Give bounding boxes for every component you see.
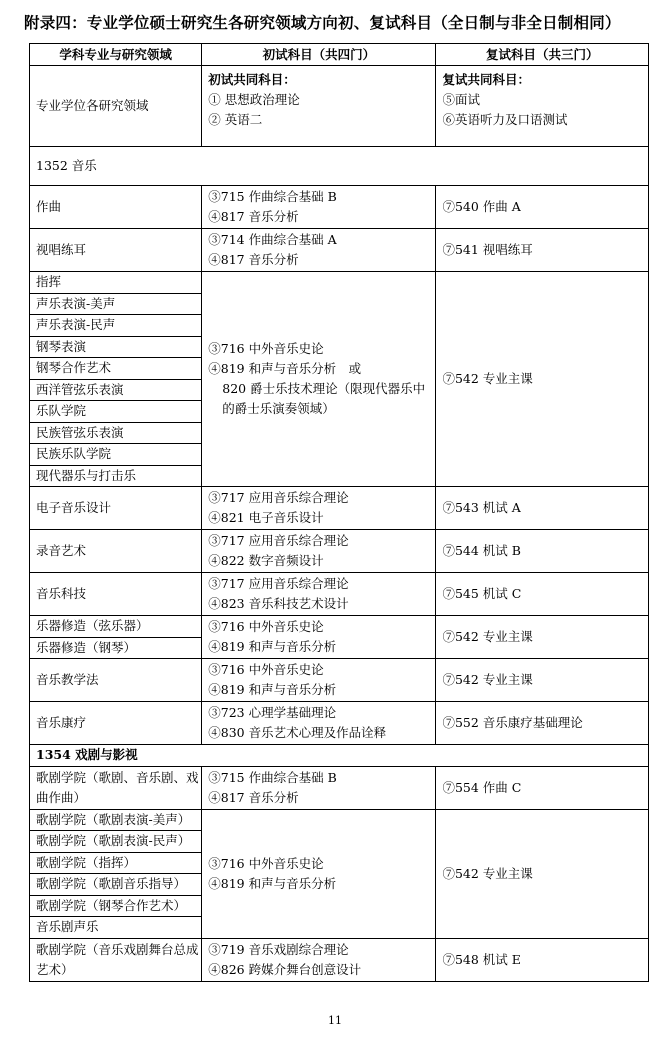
prelim-subject: ③716 中外音乐史论 [208, 662, 324, 677]
retest-cell: ⑦543 机试 A [436, 487, 649, 530]
table-row [30, 186, 649, 229]
field-cell: 乐器修造（钢琴） [30, 637, 202, 659]
field-cell: 歌剧学院（钢琴合作艺术） [30, 895, 202, 917]
table-row [30, 272, 649, 294]
prelim-common-1: ① 思想政治理论 [208, 92, 300, 107]
retest-cell: ⑦542 专业主课 [436, 659, 649, 702]
field-cell: 乐器修造（弦乐器） [30, 616, 202, 638]
table-row [30, 938, 649, 981]
prelim-subject: ③719 音乐戏剧综合理论 [208, 941, 349, 957]
prelim-subject: ③714 作曲综合基础 A [208, 232, 337, 247]
prelim-cell [202, 573, 436, 616]
field-cell: 指挥 [30, 272, 202, 294]
field-cell: 声乐表演-美声 [30, 293, 202, 315]
prelim-cell [202, 229, 436, 272]
prelim-common-title: 初试共同科目： [208, 72, 296, 87]
table-row-common [30, 66, 649, 147]
field-cell: 歌剧学院（音乐戏剧舞台总成艺术） [30, 938, 202, 981]
retest-cell: ⑦542 专业主课 [436, 809, 649, 938]
retest-cell: ⑦542 专业主课 [436, 616, 649, 659]
page-title: 附录四：专业学位硕士研究生各研究领域方向初、复试科目（全日制与非全日制相同） [24, 13, 621, 32]
retest-cell: ⑦542 专业主课 [436, 272, 649, 487]
prelim-common-2: ② 英语二 [208, 112, 263, 127]
field-cell: 歌剧学院（歌剧表演-民声） [30, 831, 202, 853]
table-row [30, 809, 649, 831]
field-cell: 民族管弦乐表演 [30, 422, 202, 444]
prelim-subject: ③716 中外音乐史论 [208, 341, 324, 356]
prelim-subject: ④817 音乐分析 [208, 789, 299, 805]
field-cell: 音乐剧声乐 [30, 917, 202, 939]
field-cell: 歌剧学院（指挥） [30, 852, 202, 874]
prelim-subject: ④830 音乐艺术心理及作品诠释 [208, 725, 387, 740]
prelim-subject: ④819 和声与音乐分析 [208, 875, 337, 891]
prelim-subject: ③717 应用音乐综合理论 [208, 490, 349, 505]
page-number: 11 [328, 1014, 342, 1027]
prelim-subject: ④819 和声与音乐分析 [208, 639, 337, 654]
prelim-subject: ③716 中外音乐史论 [208, 855, 324, 871]
prelim-cell [202, 272, 436, 487]
field-cell: 作曲 [30, 186, 202, 229]
field-cell: 电子音乐设计 [30, 487, 202, 530]
field-cell: 视唱练耳 [30, 229, 202, 272]
retest-cell [436, 66, 649, 147]
prelim-subject: ④826 跨媒介舞台创意设计 [208, 961, 362, 977]
field-cell: 歌剧学院（歌剧、音乐剧、戏曲作曲） [30, 766, 202, 809]
prelim-cell [202, 487, 436, 530]
prelim-subject: ④817 音乐分析 [208, 252, 299, 267]
table-row [30, 659, 649, 702]
field-cell: 录音艺术 [30, 530, 202, 573]
section-drama: 1354 戏剧与影视 [30, 745, 649, 767]
prelim-cell [202, 186, 436, 229]
prelim-subject: ④819 和声与音乐分析 或 [208, 361, 362, 376]
prelim-subject: ③716 中外音乐史论 [208, 619, 324, 634]
field-cell: 西洋管弦乐表演 [30, 379, 202, 401]
section-row-drama [30, 745, 649, 767]
subjects-table [29, 43, 649, 982]
field-cell: 音乐科技 [30, 573, 202, 616]
retest-cell: ⑦552 音乐康疗基础理论 [436, 702, 649, 745]
table-row [30, 702, 649, 745]
field-cell: 乐队学院 [30, 401, 202, 423]
prelim-subject: ③723 心理学基础理论 [208, 705, 337, 720]
prelim-subject-alt: 820 爵士乐技术理论（限现代器乐中的爵士乐演奏领域） [222, 381, 426, 416]
section-row-music [30, 147, 649, 186]
retest-cell: ⑦548 机试 E [436, 938, 649, 981]
retest-cell: ⑦554 作曲 C [436, 766, 649, 809]
section-music: 1352 音乐 [30, 147, 649, 186]
prelim-cell [202, 66, 436, 147]
table-row [30, 573, 649, 616]
header-prelim: 初试科目（共四门） [202, 44, 436, 66]
prelim-cell [202, 809, 436, 938]
field-cell: 专业学位各研究领域 [30, 66, 202, 147]
field-cell: 音乐教学法 [30, 659, 202, 702]
retest-common-1: ⑤面试 [442, 92, 480, 107]
prelim-subject: ③717 应用音乐综合理论 [208, 533, 349, 548]
field-cell: 民族乐队学院 [30, 444, 202, 466]
prelim-subject: ④822 数字音频设计 [208, 553, 324, 568]
header-retest: 复试科目（共三门） [436, 44, 649, 66]
prelim-subject: ④817 音乐分析 [208, 209, 299, 224]
retest-cell: ⑦544 机试 B [436, 530, 649, 573]
prelim-subject: ④819 和声与音乐分析 [208, 682, 337, 697]
prelim-subject: ③717 应用音乐综合理论 [208, 576, 349, 591]
table-row [30, 530, 649, 573]
header-field: 学科专业与研究领域 [30, 44, 202, 66]
prelim-subject: ④823 音乐科技艺术设计 [208, 596, 349, 611]
prelim-subject: ④821 电子音乐设计 [208, 510, 324, 525]
prelim-cell [202, 530, 436, 573]
retest-cell: ⑦540 作曲 A [436, 186, 649, 229]
prelim-subject: ③715 作曲综合基础 B [208, 769, 337, 785]
prelim-cell [202, 659, 436, 702]
field-cell: 歌剧学院（歌剧音乐指导） [30, 874, 202, 896]
field-cell: 音乐康疗 [30, 702, 202, 745]
prelim-cell [202, 702, 436, 745]
field-cell: 钢琴合作艺术 [30, 358, 202, 380]
table-row [30, 229, 649, 272]
table-row [30, 766, 649, 809]
retest-cell: ⑦545 机试 C [436, 573, 649, 616]
field-cell: 现代器乐与打击乐 [30, 465, 202, 487]
prelim-cell [202, 938, 436, 981]
prelim-subject: ③715 作曲综合基础 B [208, 189, 337, 204]
retest-cell: ⑦541 视唱练耳 [436, 229, 649, 272]
retest-common-2: ⑥英语听力及口语测试 [442, 112, 568, 127]
table-header-row [30, 44, 649, 66]
field-cell: 声乐表演-民声 [30, 315, 202, 337]
prelim-cell [202, 766, 436, 809]
table-row [30, 487, 649, 530]
retest-common-title: 复试共同科目： [442, 72, 530, 87]
field-cell: 歌剧学院（歌剧表演-美声） [30, 809, 202, 831]
table-row [30, 616, 649, 638]
field-cell: 钢琴表演 [30, 336, 202, 358]
prelim-cell [202, 616, 436, 659]
